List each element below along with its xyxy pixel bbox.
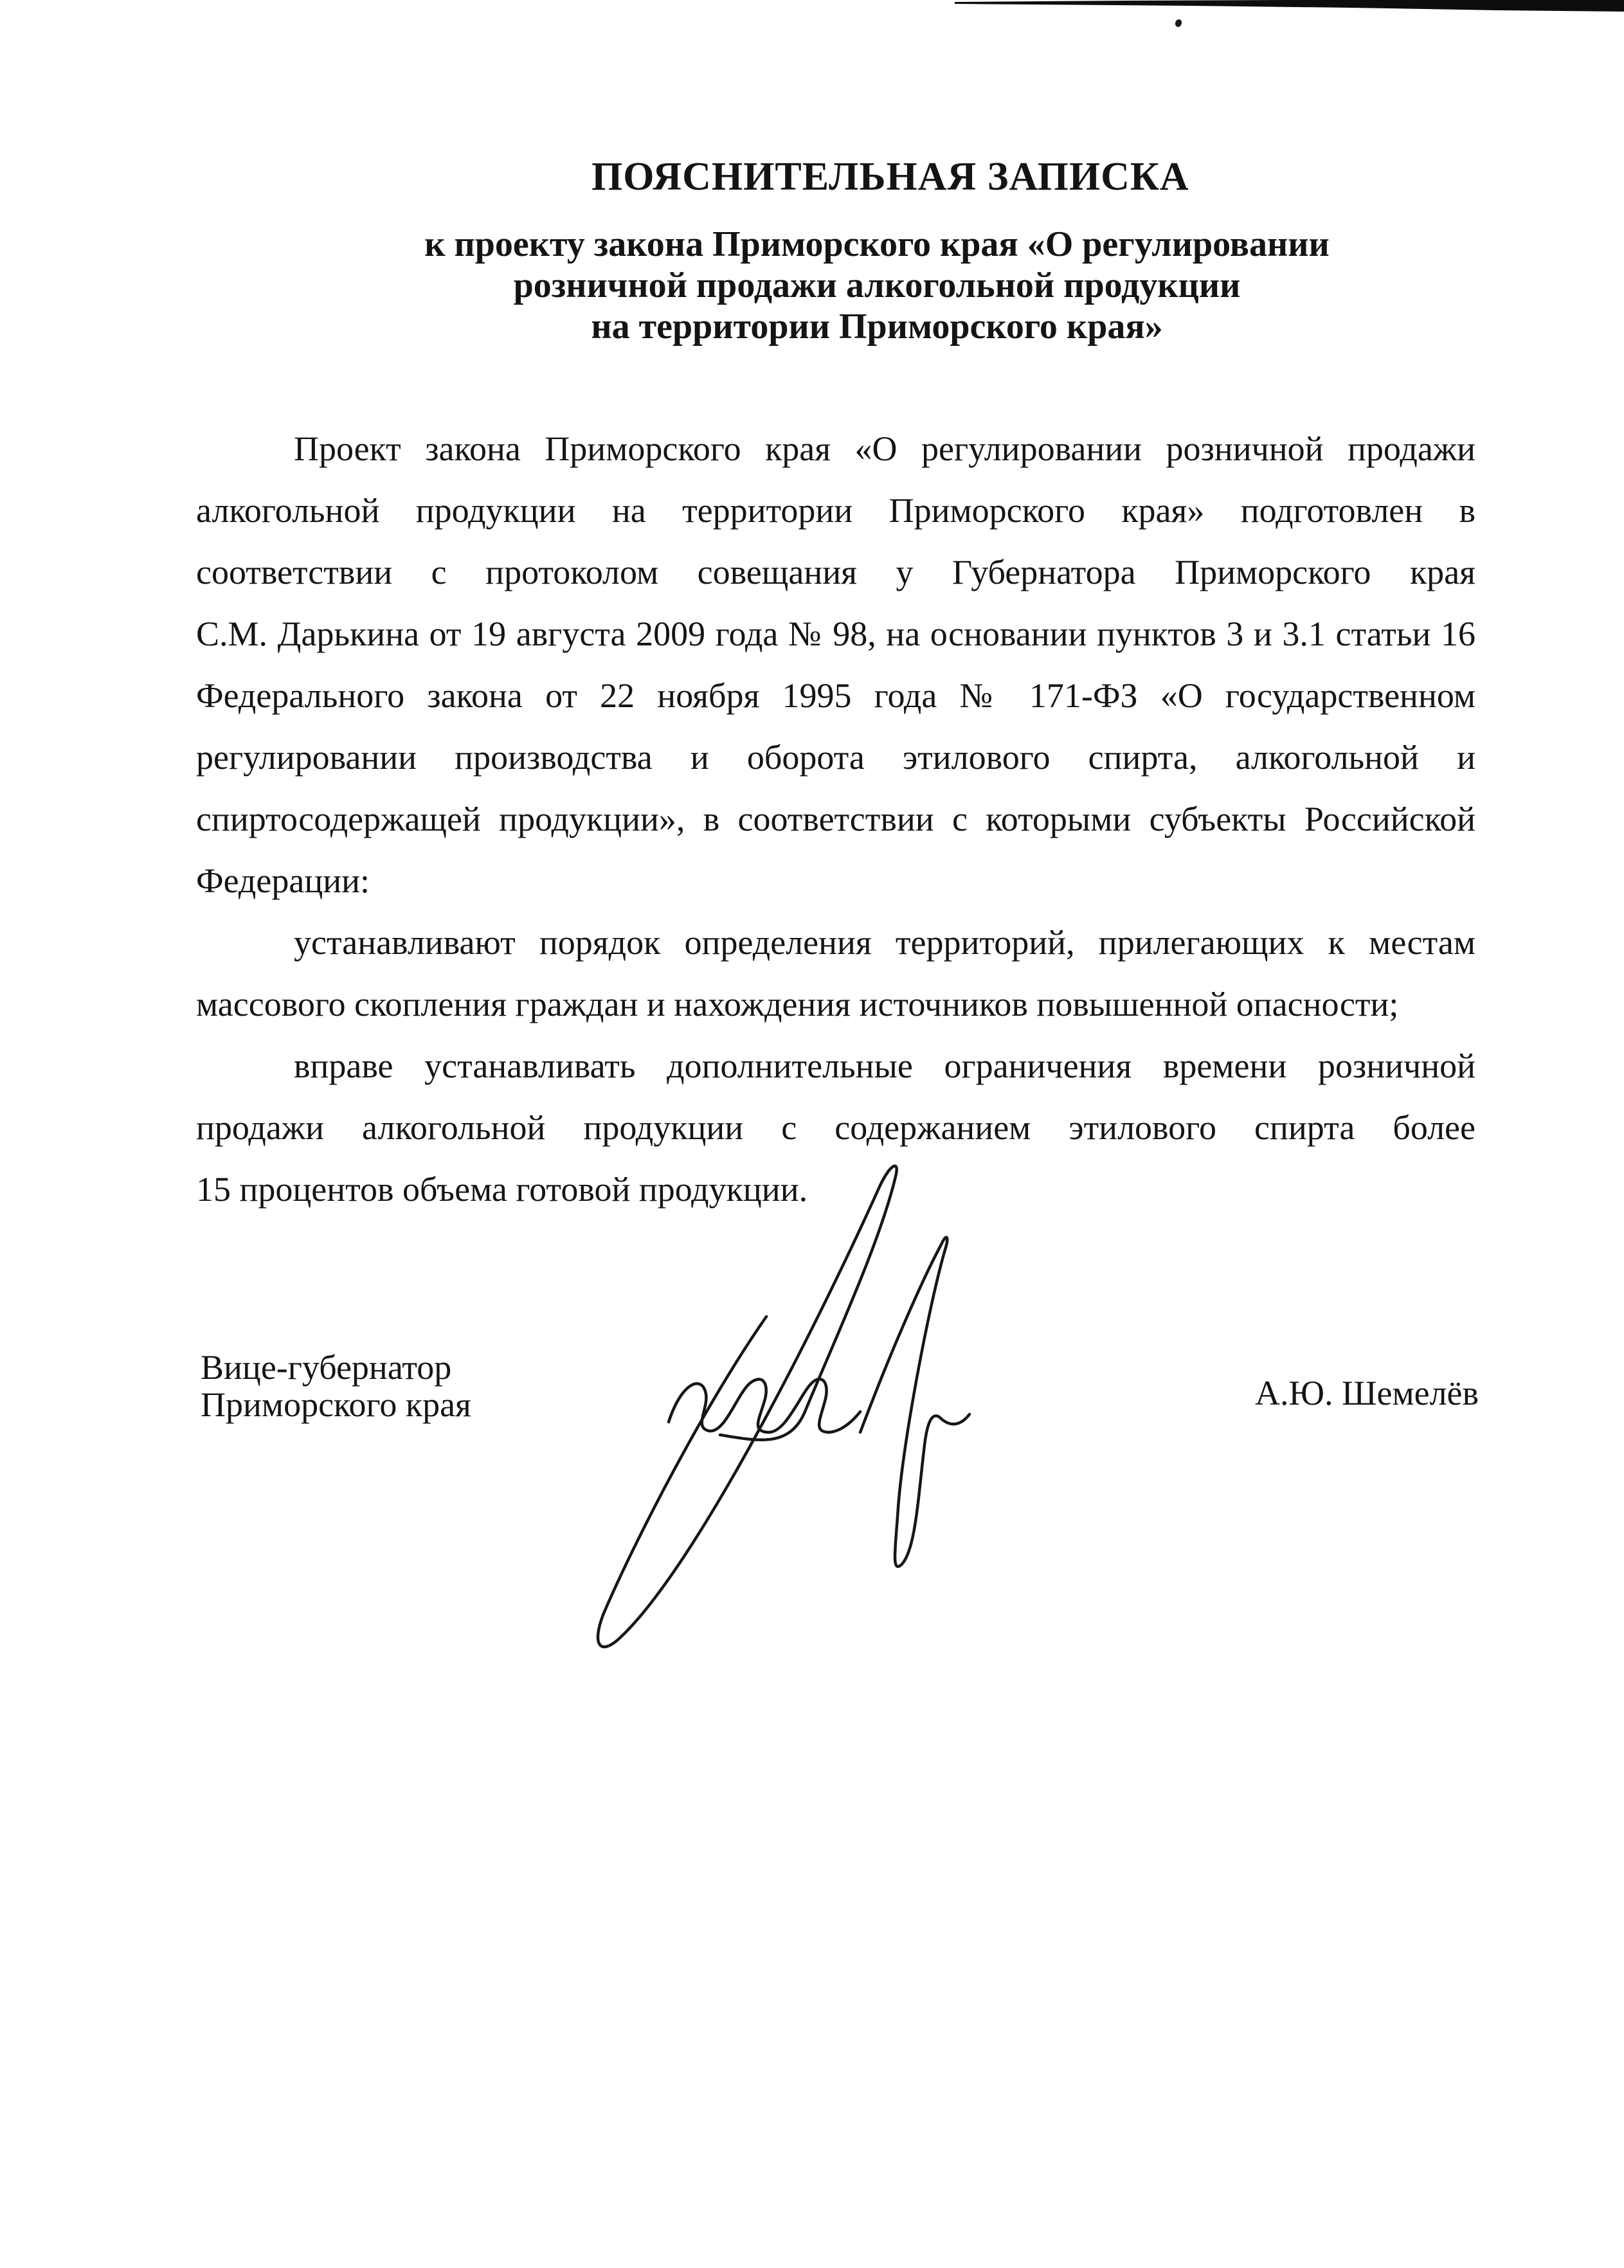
document-subtitle — [196, 224, 1475, 347]
signer-name: А.Ю. Шемелёв — [1255, 1374, 1479, 1412]
document-title: ПОЯСНИТЕЛЬНАЯ ЗАПИСКА — [591, 155, 1189, 199]
body-line: соответствии с протоколом совещания у Губернатора Приморского края — [196, 553, 1475, 591]
body-line: Проект закона Приморского края «О регулировании розничной продажи — [294, 429, 1475, 468]
body-line: С.М. Дарькина от 19 августа 2009 года № 98, на основании пунктов 3 и 3.1 статьи 16 — [196, 615, 1475, 653]
subtitle-line: на территории Приморского края» — [591, 307, 1163, 346]
ink-speck — [1174, 19, 1182, 28]
body-line: устанавливают порядок определения территорий, прилегающих к местам — [294, 923, 1475, 962]
subtitle-line: к проекту закона Приморского края «О регулировании — [424, 224, 1330, 264]
body-line: 15 процентов объема готовой продукции. — [196, 1170, 808, 1209]
body-line: Федерации: — [196, 861, 370, 900]
body-line: продажи алкогольной продукции с содержанием этилового спирта более — [196, 1108, 1475, 1147]
scan-streak-artifact — [0, 0, 1624, 39]
document-body — [196, 418, 1475, 1220]
body-line: массового скопления граждан и нахождения источников повышенной опасности; — [196, 985, 1399, 1023]
body-line: Федерального закона от 22 ноября 1995 года № 171-ФЗ «О государственном — [196, 676, 1475, 715]
body-line: регулировании производства и оборота этилового спирта, алкогольной и — [196, 738, 1475, 777]
subtitle-line: розничной продажи алкогольной продукции — [513, 266, 1241, 305]
body-line: вправе устанавливать дополнительные ограничения времени розничной — [294, 1047, 1475, 1085]
signer-role-line: Вице-губернатор — [201, 1348, 452, 1387]
body-line: алкогольной продукции на территории Приморского края» подготовлен в — [196, 491, 1475, 530]
signer-role-line: Приморского края — [201, 1385, 471, 1424]
body-line: спиртосодержащей продукции», в соответствии с которыми субъекты Российской — [196, 800, 1475, 838]
